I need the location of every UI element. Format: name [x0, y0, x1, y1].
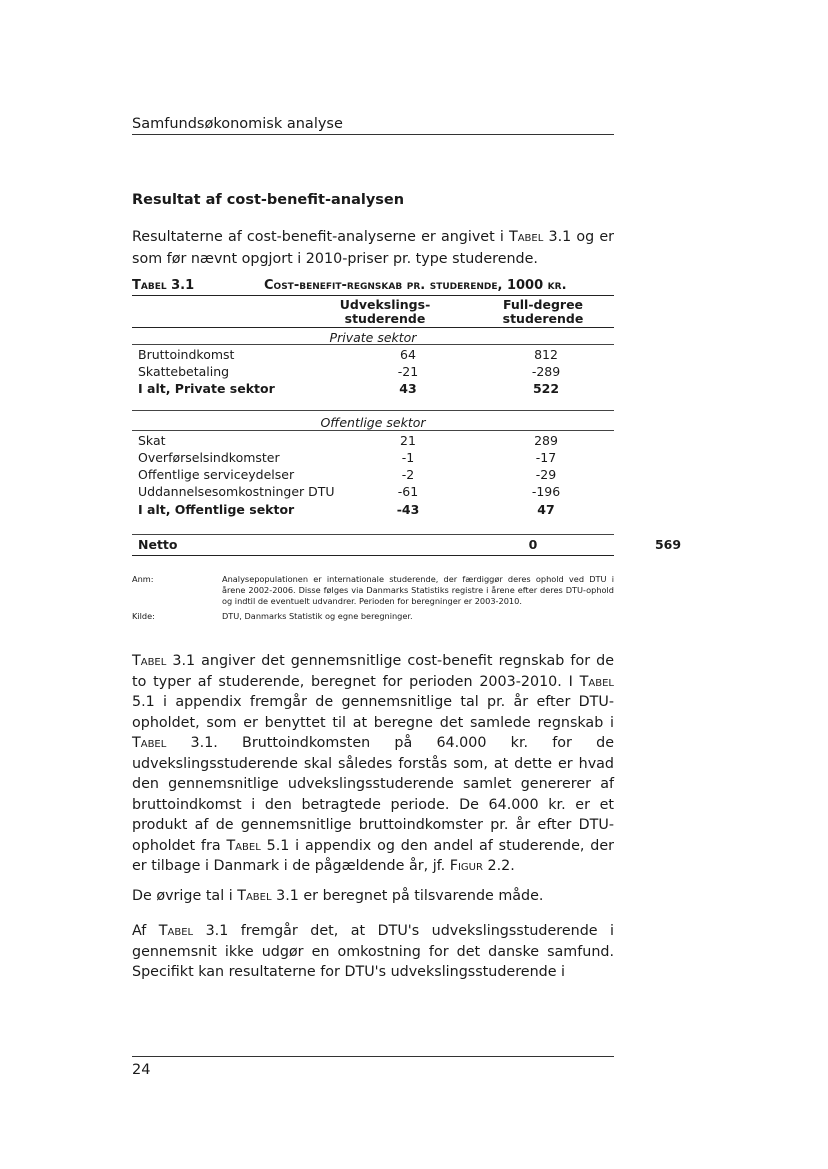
note-text: DTU, Danmarks Statistik og egne beregninger. [222, 611, 413, 621]
paragraph-text: 5.1 i appendix og den andel af studerende, der er tilbage i Danmark i de pågældende år, jf. [132, 837, 615, 874]
exchange-value: 21 [400, 433, 416, 448]
sector-divider [132, 430, 614, 431]
table-reference: Tabel [237, 888, 272, 904]
table-row-total [138, 502, 614, 519]
exchange-value: 64 [400, 347, 416, 362]
full-degree-value: 47 [537, 502, 555, 517]
table-reference: Tabel [508, 229, 544, 245]
paragraph-text: Af [132, 923, 147, 939]
table-row [138, 433, 614, 450]
column-header-line: Full-degree [502, 297, 584, 312]
exchange-value: 43 [399, 381, 417, 396]
sector-divider [132, 410, 614, 411]
intro-text-1: Resultaterne af cost-benefit-analyserne er angivet i [132, 229, 504, 245]
paragraph-text: 5.1 i appendix fremgår de gennemsnitlige tal pr. år efter DTU-opholdet, som er benyttet til at beregne det samlede regnskab i [132, 694, 614, 731]
exchange-value: -2 [401, 467, 415, 482]
row-label: Skattebetaling [138, 364, 230, 379]
intro-text-2: 3.1 og er som før nævnt opgjort i 2010-priser pr. type studerende. [132, 229, 615, 267]
note-anm [132, 574, 614, 607]
table-row [138, 467, 614, 484]
table-reference: Tabel [579, 673, 614, 690]
sector-divider [132, 534, 614, 535]
column-header-full-degree [478, 298, 608, 326]
full-degree-value: -17 [535, 450, 557, 465]
page-number: 24 [132, 1062, 151, 1078]
row-label: Uddannelsesomkostninger DTU [138, 484, 335, 499]
section-heading: Resultat af cost-benefit-analysen [132, 192, 405, 208]
netto-row [132, 537, 682, 556]
column-header-exchange [320, 298, 450, 326]
header-divider [132, 327, 614, 328]
row-label: Offentlige serviceydelser [138, 467, 295, 482]
exchange-value: -21 [397, 364, 419, 379]
body-paragraph-3 [132, 921, 614, 983]
paragraph-text: 3.1 er beregnet på tilsvarende måde. [276, 888, 544, 904]
table-row [138, 364, 614, 381]
full-degree-value: 522 [532, 381, 560, 396]
table-notes [132, 574, 614, 626]
column-header-line: studerende [502, 311, 584, 326]
table-reference: Tabel [226, 837, 261, 854]
table-row-total [138, 381, 614, 398]
sector-divider [132, 344, 614, 345]
exchange-value: -61 [397, 484, 419, 499]
paragraph-text: 2.2. [487, 858, 515, 874]
figure-reference: Figur [449, 858, 483, 874]
footer-divider [132, 1056, 614, 1057]
table-row [138, 347, 614, 364]
table-reference: Tabel [132, 653, 167, 669]
row-label: Overførselsindkomster [138, 450, 280, 465]
row-label: I alt, Private sektor [138, 381, 275, 396]
full-degree-value: 812 [534, 347, 558, 362]
row-label: I alt, Offentlige sektor [138, 502, 295, 517]
paragraph-text: 3.1 angiver det gennemsnitlige cost-benefit regnskab for de to typer af studerende, beregnet for perioden 2003-2010. I [132, 653, 614, 690]
table-caption [132, 278, 614, 296]
note-text: Analysepopulationen er internationale studerende, der færdiggør deres ophold ved DTU i årene 2002-2006. Disse følges via Danmarks Statistiks registre i årene efter deres DTU-ophold og indtil de eventuelt udvandrer. Perioden for beregninger er 2003-2010. [222, 574, 614, 606]
paragraph-text: De øvrige tal i [132, 888, 233, 904]
netto-label: Netto [138, 537, 178, 552]
paragraph-text: 3.1. Bruttoindkomsten på 64.000 kr. for de udvekslingsstuderende skal således forstås som, at dette er hvad den gennemsnitlige udvekslingsstuderende samlet genererer af bruttoindkomst i den betragtede periode. De 64.000 kr. er et produkt af de gennemsnitlige bruttoindkomster pr. år efter DTU-opholdet fra [132, 735, 615, 854]
exchange-value: -1 [401, 450, 415, 465]
table-row [138, 450, 614, 467]
table-reference: Tabel [158, 923, 194, 939]
table-label: Tabel 3.1 [132, 278, 195, 293]
table-row [138, 484, 614, 501]
table-reference: Tabel [132, 735, 167, 751]
note-label: Kilde: [132, 611, 155, 621]
netto-exchange-value: 0 [528, 537, 538, 552]
running-header: Samfundsøkonomisk analyse [132, 116, 614, 135]
row-label: Skat [138, 433, 166, 448]
netto-full-degree-value: 569 [654, 537, 682, 552]
full-degree-value: -289 [531, 364, 561, 379]
paragraph-text: 3.1 fremgår det, at DTU's udvekslingsstuderende i gennemsnit ikke udgør en omkostning for det danske samfund. Specifikt kan resultaterne for DTU's udvekslingsstuderende i [132, 923, 614, 980]
intro-paragraph [132, 226, 614, 270]
exchange-value: -43 [396, 502, 420, 517]
table-title: Cost-benefit-regnskab pr. studerende, 1000 kr. [264, 278, 567, 293]
private-sector-title: Private sektor [329, 330, 417, 345]
column-header-line: Udvekslings- [339, 297, 431, 312]
full-degree-value: -196 [531, 484, 561, 499]
column-header-line: studerende [344, 311, 426, 326]
row-label: Bruttoindkomst [138, 347, 235, 362]
public-sector-title: Offentlige sektor [320, 415, 426, 430]
full-degree-value: 289 [534, 433, 558, 448]
body-paragraph-1 [132, 651, 614, 877]
full-degree-value: -29 [535, 467, 557, 482]
note-kilde [132, 611, 614, 622]
body-paragraph-2 [132, 886, 614, 907]
note-label: Anm: [132, 574, 154, 584]
